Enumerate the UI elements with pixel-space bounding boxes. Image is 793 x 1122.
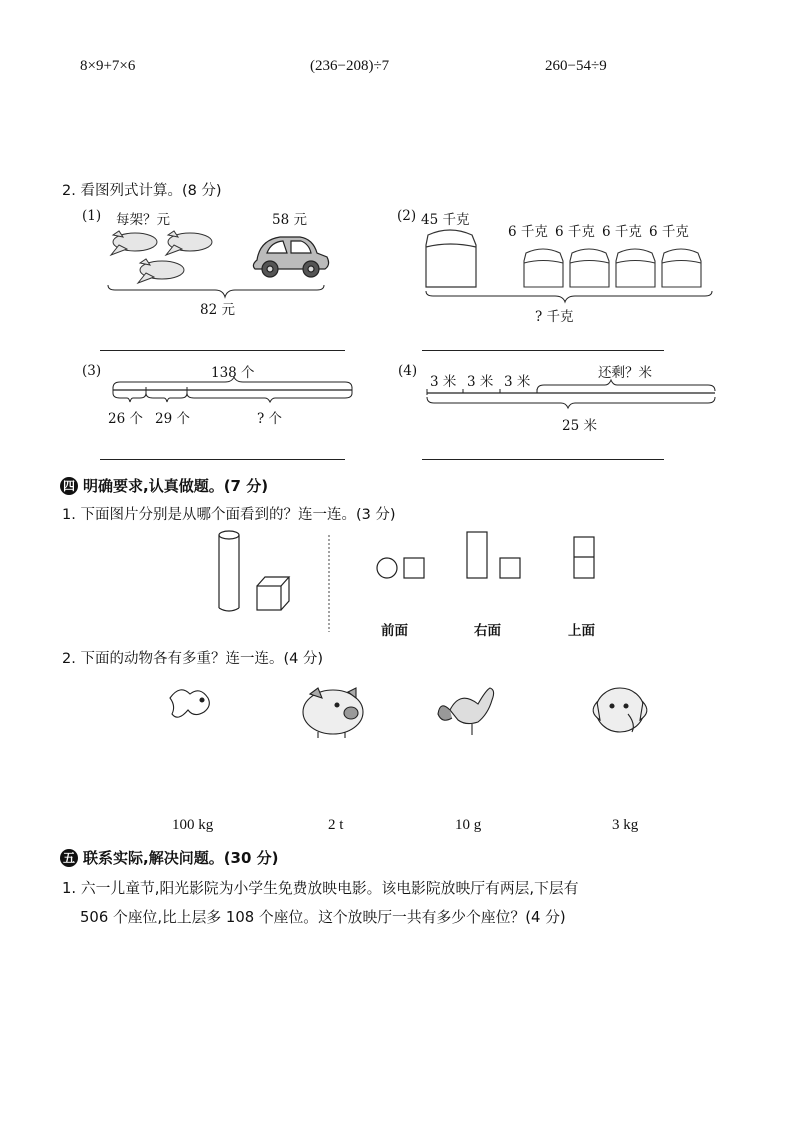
section-number-badge: 五: [60, 849, 78, 867]
view-label-front: 前面: [381, 623, 408, 639]
section-number-badge: 四: [60, 477, 78, 495]
unknown-count-label: ? 个: [257, 411, 283, 427]
total-brace: [108, 285, 324, 297]
small-bag-weight: 6 千克: [602, 224, 642, 240]
front-view-icon: [377, 558, 424, 578]
small-bag-icon: [662, 249, 701, 287]
car-icon: [253, 237, 328, 277]
bags-illustration: [420, 225, 720, 305]
small-bag-weight: 6 千克: [649, 224, 689, 240]
pig-icon: [303, 688, 363, 738]
answer-line: [100, 459, 345, 460]
car-price-label: 58 元: [272, 212, 307, 228]
segment-diagram-3: [110, 380, 360, 410]
problem-2-label: (2): [397, 208, 417, 224]
small-bag-weight: 6 千克: [555, 224, 595, 240]
section-5-question-1-line-1: 1. 六一儿童节,阳光影院为小学生免费放映电影。该电影院放映厅有两层,下层有: [62, 880, 579, 897]
goldfish-icon: [170, 690, 209, 717]
remaining-length-label: 还剩？米: [598, 365, 652, 381]
section-5-heading: [60, 847, 279, 868]
weight-option: 100 kg: [172, 817, 214, 833]
views-illustration: [205, 530, 625, 615]
small-bag-weight: 6 千克: [508, 224, 548, 240]
big-bag-icon: [426, 230, 476, 287]
problem-4-label: (4): [398, 363, 418, 379]
cylinder-icon: [219, 531, 239, 611]
answer-line: [422, 459, 664, 460]
total-price-label: 82 元: [200, 302, 235, 318]
plane-icon: [111, 231, 157, 255]
section-5-title: 联系实际,解决问题。(30 分): [83, 849, 279, 867]
part-count-label: 26 个: [108, 411, 143, 427]
section-4-heading: [60, 475, 268, 496]
weight-option: 2 t: [328, 817, 344, 833]
view-label-top: 上面: [568, 623, 595, 639]
small-bag-icon: [616, 249, 655, 287]
cube-icon: [257, 577, 289, 610]
section-4-question-2: 2. 下面的动物各有多重？连一连。(4 分): [62, 651, 324, 667]
weight-option: 3 kg: [612, 817, 639, 833]
answer-line: [422, 350, 664, 351]
segment-diagram-4: [425, 383, 725, 413]
problem-1-label: (1): [82, 208, 102, 224]
section-4-title: 明确要求,认真做题。(7 分): [83, 477, 269, 495]
question-2-title: 2. 看图列式计算。(8 分): [62, 183, 222, 199]
small-bag-icon: [524, 249, 563, 287]
big-bag-weight: 45 千克: [421, 212, 470, 228]
answer-line: [100, 350, 345, 351]
total-length-label: 25 米: [562, 418, 597, 434]
section-4-question-1: 1. 下面图片分别是从哪个面看到的？连一连。(3 分): [62, 507, 396, 523]
expression-1: 8×9+7×6: [80, 58, 136, 74]
expression-2: (236−208)÷7: [310, 58, 390, 74]
plane-icon: [138, 259, 184, 283]
part-count-label: 29 个: [155, 411, 190, 427]
animals-illustration: [160, 680, 660, 745]
part-length-label: 3 米: [430, 374, 457, 390]
plane-price-label: 每架？元: [116, 212, 170, 228]
total-brace: [426, 291, 712, 302]
elephant-icon: [593, 688, 647, 732]
total-count-label: 138 个: [211, 365, 255, 381]
plane-icon: [166, 231, 212, 255]
total-weight-label: ? 千克: [535, 309, 574, 325]
right-view-icon: [467, 532, 520, 578]
top-view-icon: [574, 537, 594, 578]
part-length-label: 3 米: [467, 374, 494, 390]
weight-option: 10 g: [455, 817, 482, 833]
part-length-label: 3 米: [504, 374, 531, 390]
view-label-right: 右面: [474, 623, 501, 639]
small-bag-icon: [570, 249, 609, 287]
section-5-question-1-line-2: 506 个座位,比上层多 108 个座位。这个放映厅一共有多少个座位？(4 分): [80, 909, 566, 926]
problem-3-label: (3): [82, 363, 102, 379]
rooster-icon: [438, 688, 494, 735]
expression-3: 260−54÷9: [545, 58, 607, 74]
